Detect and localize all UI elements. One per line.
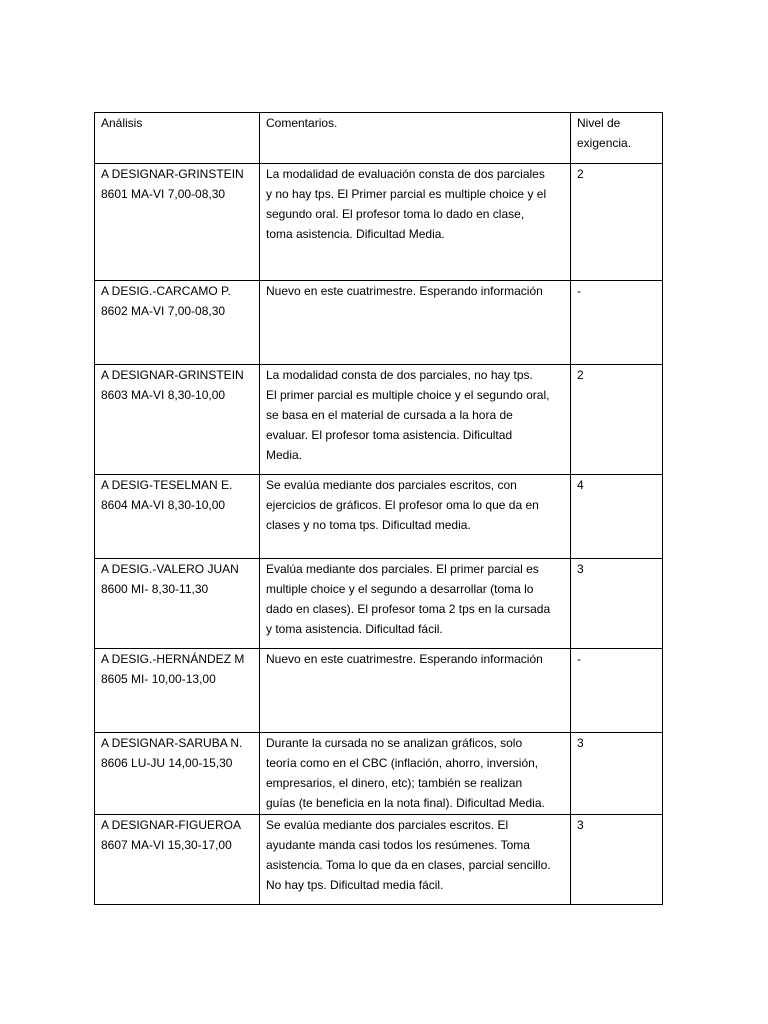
comment-line: clases y no toma tps. Dificultad media. [266, 518, 471, 532]
comment-cell [260, 559, 571, 649]
difficulty-level: 2 [577, 368, 584, 382]
comment-line: teoría como en el CBC (inflación, ahorro, inversión, [266, 756, 539, 770]
table-row [95, 815, 663, 905]
course-cell [95, 475, 260, 559]
level-cell [571, 559, 663, 649]
header-cell-comentarios [260, 113, 571, 164]
difficulty-level: 3 [577, 818, 584, 832]
table-row [95, 733, 663, 815]
table-header-row [95, 113, 663, 164]
table-row [95, 649, 663, 733]
course-schedule: 8603 MA-VI 8,30-10,00 [101, 388, 226, 402]
comment-line: guías (te beneficia en la nota final). Dificultad Media. [266, 796, 545, 810]
comment-line: y toma asistencia. Dificultad fácil. [266, 622, 443, 636]
course-name: A DESIG.-CARCAMO P. [101, 284, 231, 298]
comment-line: Durante la cursada no se analizan gráficos, solo [266, 736, 523, 750]
comment-line: La modalidad consta de dos parciales, no hay tps. [266, 368, 533, 382]
table-row [95, 559, 663, 649]
difficulty-level: 4 [577, 478, 584, 492]
course-schedule: 8602 MA-VI 7,00-08,30 [101, 304, 226, 318]
comment-cell [260, 733, 571, 815]
comment-cell [260, 281, 571, 365]
course-cell [95, 649, 260, 733]
comment-line: Nuevo en este cuatrimestre. Esperando información [266, 284, 543, 298]
level-cell [571, 281, 663, 365]
difficulty-level: - [577, 284, 581, 298]
course-name: A DESIG.-HERNÁNDEZ M [101, 652, 245, 666]
header-comentarios: Comentarios. [266, 116, 338, 130]
course-cell [95, 365, 260, 475]
comment-line: Se evalúa mediante dos parciales escritos, con [266, 478, 517, 492]
table-row [95, 164, 663, 281]
header-cell-analisis [95, 113, 260, 164]
table-row [95, 281, 663, 365]
comment-cell [260, 164, 571, 281]
level-cell [571, 815, 663, 905]
comment-line: Se evalúa mediante dos parciales escritos. El [266, 818, 509, 832]
course-cell [95, 281, 260, 365]
difficulty-level: 2 [577, 167, 584, 181]
course-name: A DESIGNAR-GRINSTEIN [101, 167, 244, 181]
comment-line: y no hay tps. El Primer parcial es multiple choice y el [266, 187, 547, 201]
comment-line: toma asistencia. Dificultad Media. [266, 227, 445, 241]
course-cell [95, 164, 260, 281]
comment-line: Evalúa mediante dos parciales. El primer parcial es [266, 562, 539, 576]
course-schedule: 8604 MA-VI 8,30-10,00 [101, 498, 226, 512]
course-name: A DESIG.-VALERO JUAN [101, 562, 239, 576]
level-cell [571, 365, 663, 475]
course-name: A DESIGNAR-SARUBA N. [101, 736, 243, 750]
comment-line: dado en clases). El profesor toma 2 tps en la cursada [266, 602, 551, 616]
level-cell [571, 164, 663, 281]
course-name: A DESIG-TESELMAN E. [101, 478, 233, 492]
comment-line: empresarios, el dinero, etc); también se realizan [266, 776, 523, 790]
course-cell [95, 559, 260, 649]
comment-line: No hay tps. Dificultad media fácil. [266, 878, 444, 892]
comment-line: Nuevo en este cuatrimestre. Esperando información [266, 652, 543, 666]
course-schedule: 8600 MI- 8,30-11,30 [101, 582, 209, 596]
comment-cell [260, 475, 571, 559]
comment-line: Media. [266, 448, 303, 462]
header-nivel-line1: Nivel de [577, 116, 621, 130]
difficulty-level: - [577, 652, 581, 666]
courses-table [94, 112, 663, 905]
comment-line: ejercicios de gráficos. El profesor oma lo que da en [266, 498, 539, 512]
comment-line: multiple choice y el segundo a desarrollar (toma lo [266, 582, 534, 596]
course-schedule: 8605 MI- 10,00-13,00 [101, 672, 216, 686]
level-cell [571, 733, 663, 815]
course-schedule: 8606 LU-JU 14,00-15,30 [101, 756, 233, 770]
comment-line: ayudante manda casi todos los resúmenes. Toma [266, 838, 530, 852]
course-cell [95, 733, 260, 815]
comment-cell [260, 365, 571, 475]
level-cell [571, 475, 663, 559]
comment-line: asistencia. Toma lo que da en clases, parcial sencillo. [266, 858, 551, 872]
comment-line: se basa en el material de cursada a la hora de [266, 408, 513, 422]
header-nivel-line2: exigencia. [577, 136, 632, 150]
course-schedule: 8607 MA-VI 15,30-17,00 [101, 838, 232, 852]
table-row [95, 475, 663, 559]
course-schedule: 8601 MA-VI 7,00-08,30 [101, 187, 226, 201]
difficulty-level: 3 [577, 736, 584, 750]
header-analisis: Análisis [101, 116, 143, 130]
difficulty-level: 3 [577, 562, 584, 576]
comment-line: La modalidad de evaluación consta de dos parciales [266, 167, 545, 181]
comment-line: El primer parcial es multiple choice y el segundo oral, [266, 388, 550, 402]
comment-line: segundo oral. El profesor toma lo dado en clase, [266, 207, 525, 221]
course-cell [95, 815, 260, 905]
course-name: A DESIGNAR-GRINSTEIN [101, 368, 244, 382]
comment-cell [260, 649, 571, 733]
level-cell [571, 649, 663, 733]
course-name: A DESIGNAR-FIGUEROA [101, 818, 242, 832]
comment-line: evaluar. El profesor toma asistencia. Dificultad [266, 428, 513, 442]
header-cell-nivel [571, 113, 663, 164]
table-row [95, 365, 663, 475]
comment-cell [260, 815, 571, 905]
